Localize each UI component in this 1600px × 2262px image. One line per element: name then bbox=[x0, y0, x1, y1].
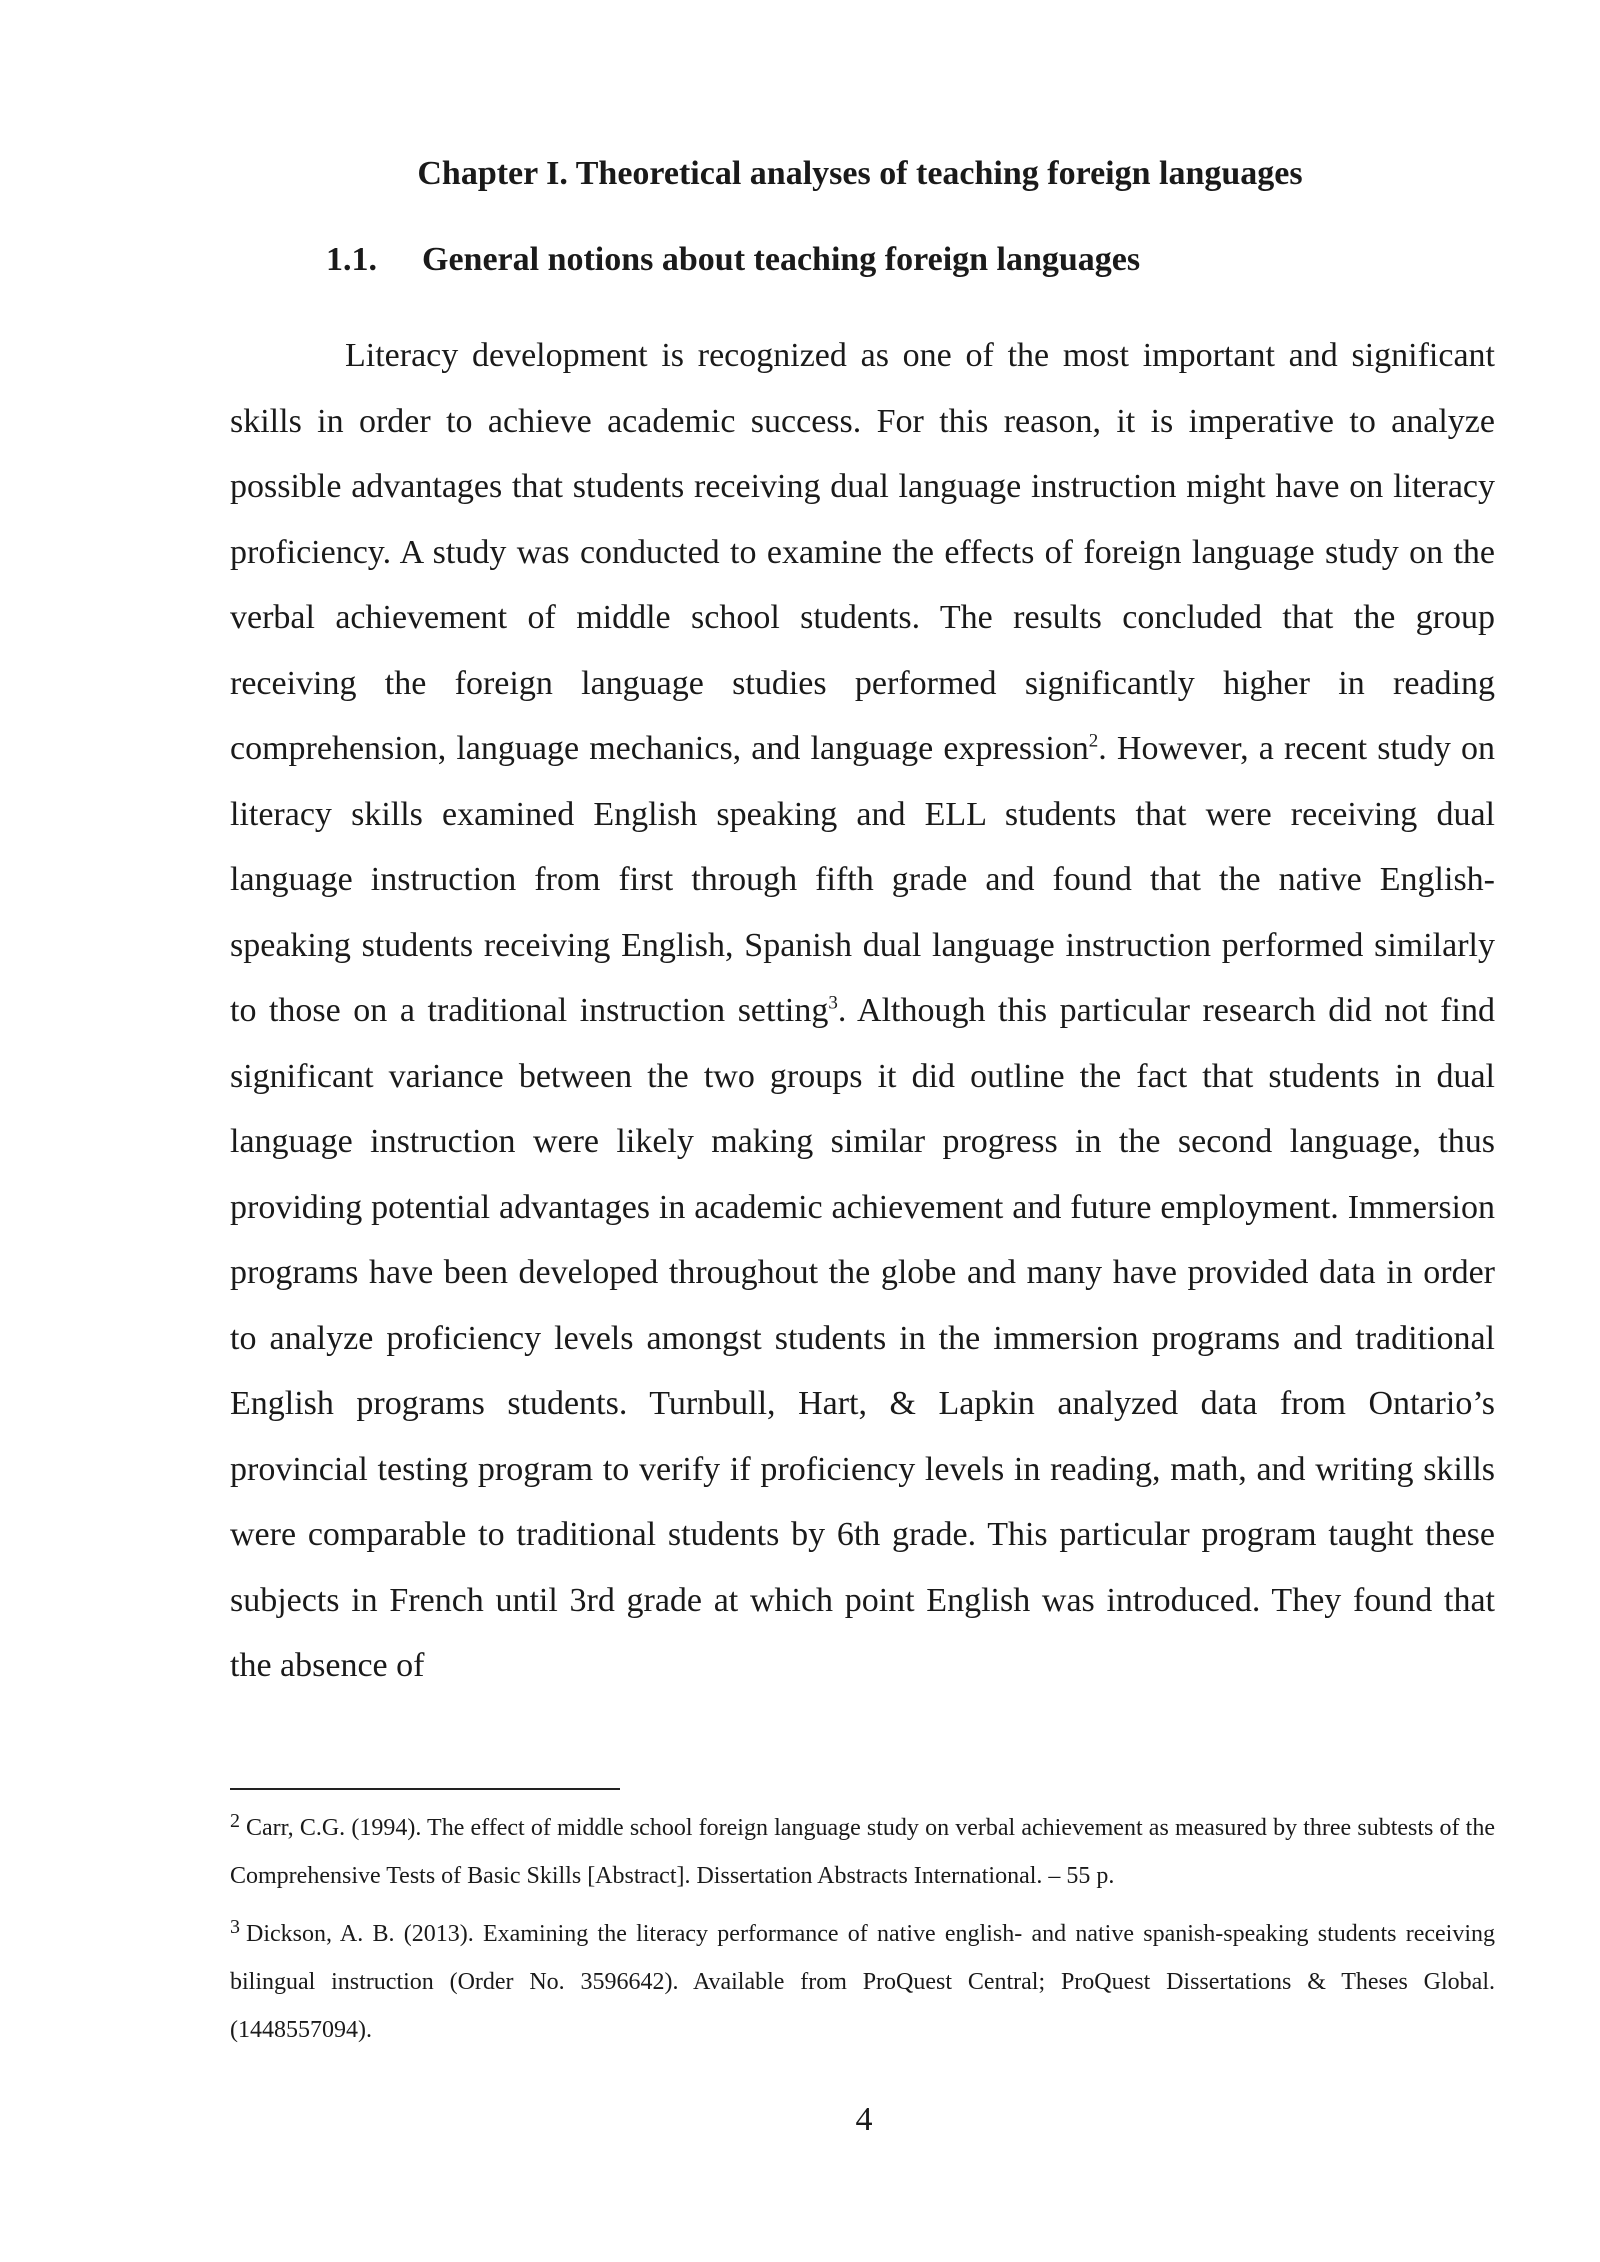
footnote-text: Carr, C.G. (1994). The effect of middle school foreign language study on verbal achievement as measured by three subtests of the Comprehensive Tests of Basic Skills [Abstract]. Dissertation Abstracts International. – 55 p. bbox=[230, 1815, 1495, 1889]
footnote-2 bbox=[230, 1804, 1495, 1900]
paragraph-text-part-1: Literacy development is recognized as one of the most important and significant skills in order to achieve academic success. For this reason, it is imperative to analyze possible advantages that students receiving dual language instruction might have on literacy proficiency. A study was conducted to examine the effects of foreign language study on the verbal achievement of middle school students. The results concluded that the group receiving the foreign language studies performed significantly higher in reading comprehension, language mechanics, and language expression bbox=[230, 337, 1495, 767]
footnote-text: Dickson, A. B. (2013). Examining the literacy performance of native english- and native spanish-speaking students receiving bilingual instruction (Order No. 3596642). Available from ProQuest Central; ProQuest Dissertations & Theses Global. (1448557094). bbox=[230, 1921, 1495, 2043]
section-number: 1.1. bbox=[326, 241, 377, 278]
page-number: 4 bbox=[855, 2101, 873, 2138]
footnotes bbox=[230, 1804, 1495, 2064]
footnote-marker: 3 bbox=[230, 1916, 240, 1938]
footnote-reference-2[interactable]: 2 bbox=[1088, 730, 1099, 752]
paragraph-text-part-2: . However, a recent study on literacy skills examined English speaking and ELL students that were receiving dual language instruction from first through fifth grade and found that the native English-speaking students receiving English, Spanish dual language instruction performed similarly to those on a traditional instruction setting bbox=[230, 730, 1495, 1029]
section-title: General notions about teaching foreign languages bbox=[422, 241, 1141, 278]
paragraph-text-part-3: . Although this particular research did not find significant variance between the two groups it did outline the fact that students in dual language instruction were likely making similar progress in the second language, thus providing potential advantages in academic achievement and future employment. Immersion programs have been developed throughout the globe and many have provided data in order to analyze proficiency levels amongst students in the immersion programs and traditional English programs students. Turnbull, Hart, & Lapkin analyzed data from Ontario’s provincial testing program to verify if proficiency levels in reading, math, and writing skills were comparable to traditional students by 6th grade. This particular program taught these subjects in French until 3rd grade at which point English was introduced. They found that the absence of bbox=[230, 992, 1495, 1684]
footnote-3 bbox=[230, 1910, 1495, 2054]
body-paragraph bbox=[230, 323, 1495, 1699]
footnote-reference-3[interactable]: 3 bbox=[828, 992, 838, 1014]
footnote-marker: 2 bbox=[230, 1810, 240, 1832]
section-heading bbox=[326, 238, 1140, 282]
footnote-separator bbox=[230, 1788, 620, 1790]
chapter-title: Chapter I. Theoretical analyses of teaching foreign languages bbox=[417, 155, 1303, 192]
